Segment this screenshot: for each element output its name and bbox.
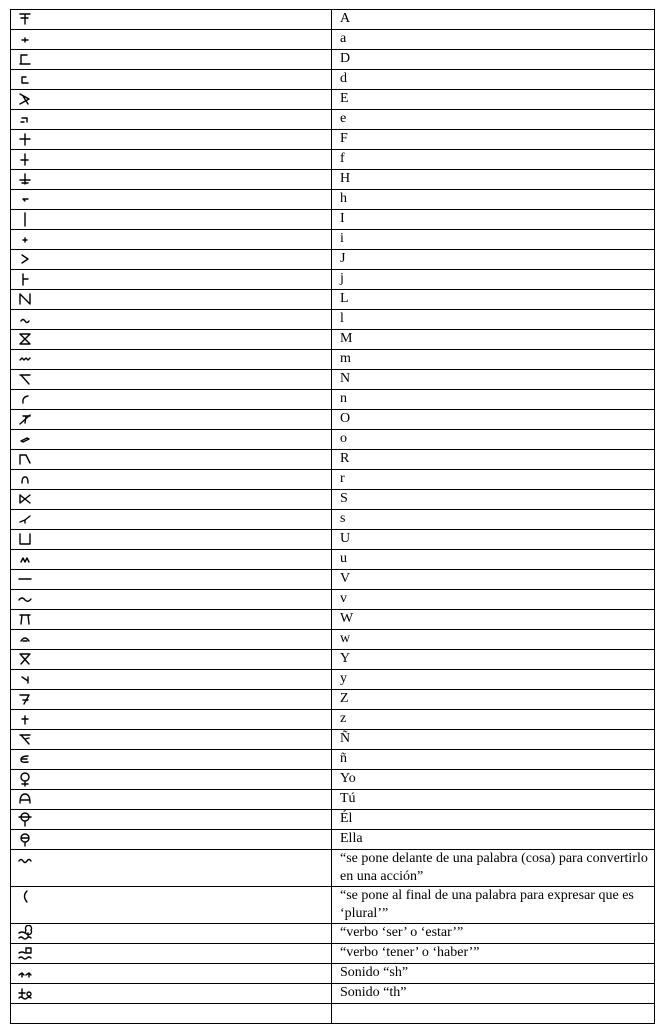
meaning-cell: O — [332, 410, 655, 430]
table-row — [11, 944, 655, 964]
meaning-cell: i — [332, 230, 655, 250]
table-row — [11, 350, 655, 370]
table-row — [11, 730, 655, 750]
table-row — [11, 130, 655, 150]
glyph-L-icon — [17, 291, 33, 307]
symbol-cell — [11, 887, 332, 924]
symbol-cell — [11, 770, 332, 790]
symbol-cell — [11, 230, 332, 250]
glyph-r-icon — [17, 471, 33, 487]
table-row — [11, 210, 655, 230]
table-row — [11, 964, 655, 984]
glyph-U-icon — [17, 531, 33, 547]
symbol-cell — [11, 984, 332, 1004]
alphabet-table — [10, 9, 655, 1024]
symbol-cell — [11, 130, 332, 150]
glyph-u-icon — [17, 551, 33, 567]
table-row — [11, 570, 655, 590]
table-row — [11, 887, 655, 924]
meaning-cell: j — [332, 270, 655, 290]
meaning-cell: F — [332, 130, 655, 150]
symbol-cell — [11, 924, 332, 944]
table-row — [11, 790, 655, 810]
glyph-V-icon — [17, 571, 33, 587]
symbol-cell — [11, 730, 332, 750]
meaning-cell: n — [332, 390, 655, 410]
meaning-cell: Sonido “sh” — [332, 964, 655, 984]
glyph-el-icon — [17, 811, 33, 827]
meaning-cell: “se pone delante de una palabra (cosa) para convertirlo en una acción” — [332, 850, 655, 887]
symbol-cell — [11, 390, 332, 410]
meaning-cell: e — [332, 110, 655, 130]
meaning-cell: y — [332, 670, 655, 690]
glyph-Z-icon — [17, 691, 33, 707]
glyph-a-icon — [17, 31, 33, 47]
meaning-cell: S — [332, 490, 655, 510]
symbol-cell — [11, 710, 332, 730]
table-row — [11, 450, 655, 470]
meaning-cell: Yo — [332, 770, 655, 790]
glyph-e-icon — [17, 111, 33, 127]
meaning-cell: Z — [332, 690, 655, 710]
document-page — [10, 9, 655, 1024]
symbol-cell — [11, 530, 332, 550]
glyph-tu-icon — [17, 791, 33, 807]
symbol-cell — [11, 470, 332, 490]
symbol-cell — [11, 790, 332, 810]
table-row — [11, 750, 655, 770]
meaning-cell: J — [332, 250, 655, 270]
glyph-m-icon — [17, 351, 33, 367]
glyph-F-icon — [17, 131, 33, 147]
glyph-tener-haber-icon — [17, 945, 33, 961]
glyph-z-icon — [17, 711, 33, 727]
symbol-cell — [11, 570, 332, 590]
meaning-cell: Ella — [332, 830, 655, 850]
table-row — [11, 850, 655, 887]
symbol-cell — [11, 270, 332, 290]
glyph-i-icon — [17, 231, 33, 247]
meaning-cell: Tú — [332, 790, 655, 810]
symbol-cell — [11, 370, 332, 390]
meaning-cell: A — [332, 10, 655, 30]
symbol-cell — [11, 690, 332, 710]
symbol-cell — [11, 30, 332, 50]
symbol-cell — [11, 630, 332, 650]
symbol-cell — [11, 850, 332, 887]
symbol-cell — [11, 590, 332, 610]
meaning-cell: “se pone al final de una palabra para expresar que es ‘plural’” — [332, 887, 655, 924]
symbol-cell — [11, 510, 332, 530]
symbol-cell — [11, 944, 332, 964]
meaning-cell: z — [332, 710, 655, 730]
symbol-cell — [11, 50, 332, 70]
glyph-f-icon — [17, 151, 33, 167]
table-row — [11, 430, 655, 450]
table-row — [11, 150, 655, 170]
table-row — [11, 924, 655, 944]
glyph-l-icon — [17, 311, 33, 327]
table-row — [11, 250, 655, 270]
symbol-cell — [11, 350, 332, 370]
table-row — [11, 670, 655, 690]
symbol-cell — [11, 250, 332, 270]
meaning-cell: r — [332, 470, 655, 490]
table-row — [11, 650, 655, 670]
meaning-cell: W — [332, 610, 655, 630]
glyph-ella-icon — [17, 831, 33, 847]
table-row — [11, 690, 655, 710]
meaning-cell: “verbo ‘ser’ o ‘estar’” — [332, 924, 655, 944]
table-row — [11, 510, 655, 530]
glyph-n-icon — [17, 391, 33, 407]
symbol-cell — [11, 330, 332, 350]
table-row — [11, 390, 655, 410]
table-row — [11, 590, 655, 610]
table-row — [11, 170, 655, 190]
meaning-cell: E — [332, 90, 655, 110]
glyph-yo-icon — [17, 771, 33, 787]
meaning-cell: d — [332, 70, 655, 90]
meaning-cell: Ñ — [332, 730, 655, 750]
meaning-cell: U — [332, 530, 655, 550]
symbol-cell — [11, 670, 332, 690]
meaning-cell: l — [332, 310, 655, 330]
symbol-cell — [11, 650, 332, 670]
glyph-h-icon — [17, 191, 33, 207]
table-row — [11, 490, 655, 510]
table-row — [11, 330, 655, 350]
symbol-cell — [11, 410, 332, 430]
meaning-cell: H — [332, 170, 655, 190]
glyph-v-icon — [17, 591, 33, 607]
table-row — [11, 630, 655, 650]
glyph-o-icon — [17, 431, 33, 447]
table-row — [11, 10, 655, 30]
table-row — [11, 110, 655, 130]
table-row — [11, 810, 655, 830]
symbol-cell — [11, 550, 332, 570]
glyph-d-icon — [17, 71, 33, 87]
glyph-th-icon — [17, 985, 33, 1001]
meaning-cell: s — [332, 510, 655, 530]
table-row — [11, 230, 655, 250]
meaning-cell: h — [332, 190, 655, 210]
glyph-D-icon — [17, 51, 33, 67]
symbol-cell — [11, 10, 332, 30]
symbol-cell — [11, 170, 332, 190]
glyph-E-icon — [17, 91, 33, 107]
meaning-cell: N — [332, 370, 655, 390]
glyph-y-icon — [17, 671, 33, 687]
glyph-j-icon — [17, 271, 33, 287]
glyph-J-icon — [17, 251, 33, 267]
glyph-A-icon — [17, 11, 33, 27]
glyph-n-tilde-icon — [17, 751, 33, 767]
symbol-cell — [11, 310, 332, 330]
glyph-N-icon — [17, 371, 33, 387]
meaning-cell: w — [332, 630, 655, 650]
meaning-cell: m — [332, 350, 655, 370]
meaning-cell: a — [332, 30, 655, 50]
meaning-cell: v — [332, 590, 655, 610]
meaning-cell: ñ — [332, 750, 655, 770]
symbol-cell — [11, 290, 332, 310]
symbol-cell — [11, 450, 332, 470]
symbol-cell — [11, 750, 332, 770]
table-row — [11, 1004, 655, 1024]
symbol-cell — [11, 90, 332, 110]
table-row — [11, 290, 655, 310]
table-row — [11, 30, 655, 50]
alphabet-table-body — [11, 10, 655, 1024]
table-row — [11, 470, 655, 490]
meaning-cell: L — [332, 290, 655, 310]
table-row — [11, 370, 655, 390]
symbol-cell — [11, 810, 332, 830]
glyph-plural-icon — [17, 888, 33, 904]
table-row — [11, 530, 655, 550]
table-row — [11, 50, 655, 70]
glyph-verbalizer-icon — [17, 851, 33, 867]
table-row — [11, 984, 655, 1004]
symbol-cell — [11, 150, 332, 170]
symbol-cell — [11, 430, 332, 450]
glyph-N-tilde-icon — [17, 731, 33, 747]
glyph-w-icon — [17, 631, 33, 647]
symbol-cell — [11, 1004, 332, 1024]
symbol-cell — [11, 70, 332, 90]
glyph-M-icon — [17, 331, 33, 347]
symbol-cell — [11, 490, 332, 510]
symbol-cell — [11, 110, 332, 130]
table-row — [11, 770, 655, 790]
table-row — [11, 610, 655, 630]
meaning-cell: M — [332, 330, 655, 350]
glyph-sh-icon — [17, 965, 33, 981]
glyph-ser-estar-icon — [17, 925, 33, 941]
table-row — [11, 270, 655, 290]
meaning-cell: V — [332, 570, 655, 590]
meaning-cell: D — [332, 50, 655, 70]
glyph-Y-icon — [17, 651, 33, 667]
meaning-cell: u — [332, 550, 655, 570]
meaning-cell: Y — [332, 650, 655, 670]
glyph-O-icon — [17, 411, 33, 427]
meaning-cell: f — [332, 150, 655, 170]
meaning-cell: “verbo ‘tener’ o ‘haber’” — [332, 944, 655, 964]
table-row — [11, 550, 655, 570]
glyph-R-icon — [17, 451, 33, 467]
table-row — [11, 410, 655, 430]
symbol-cell — [11, 964, 332, 984]
symbol-cell — [11, 610, 332, 630]
meaning-cell: Él — [332, 810, 655, 830]
glyph-S-icon — [17, 491, 33, 507]
table-row — [11, 310, 655, 330]
glyph-I-icon — [17, 211, 33, 227]
glyph-W-icon — [17, 611, 33, 627]
symbol-cell — [11, 190, 332, 210]
meaning-cell: o — [332, 430, 655, 450]
meaning-cell — [332, 1004, 655, 1024]
glyph-H-icon — [17, 171, 33, 187]
table-row — [11, 70, 655, 90]
symbol-cell — [11, 830, 332, 850]
glyph-s-icon — [17, 511, 33, 527]
table-row — [11, 90, 655, 110]
meaning-cell: I — [332, 210, 655, 230]
table-row — [11, 710, 655, 730]
meaning-cell: Sonido “th” — [332, 984, 655, 1004]
table-row — [11, 190, 655, 210]
table-row — [11, 830, 655, 850]
meaning-cell: R — [332, 450, 655, 470]
symbol-cell — [11, 210, 332, 230]
